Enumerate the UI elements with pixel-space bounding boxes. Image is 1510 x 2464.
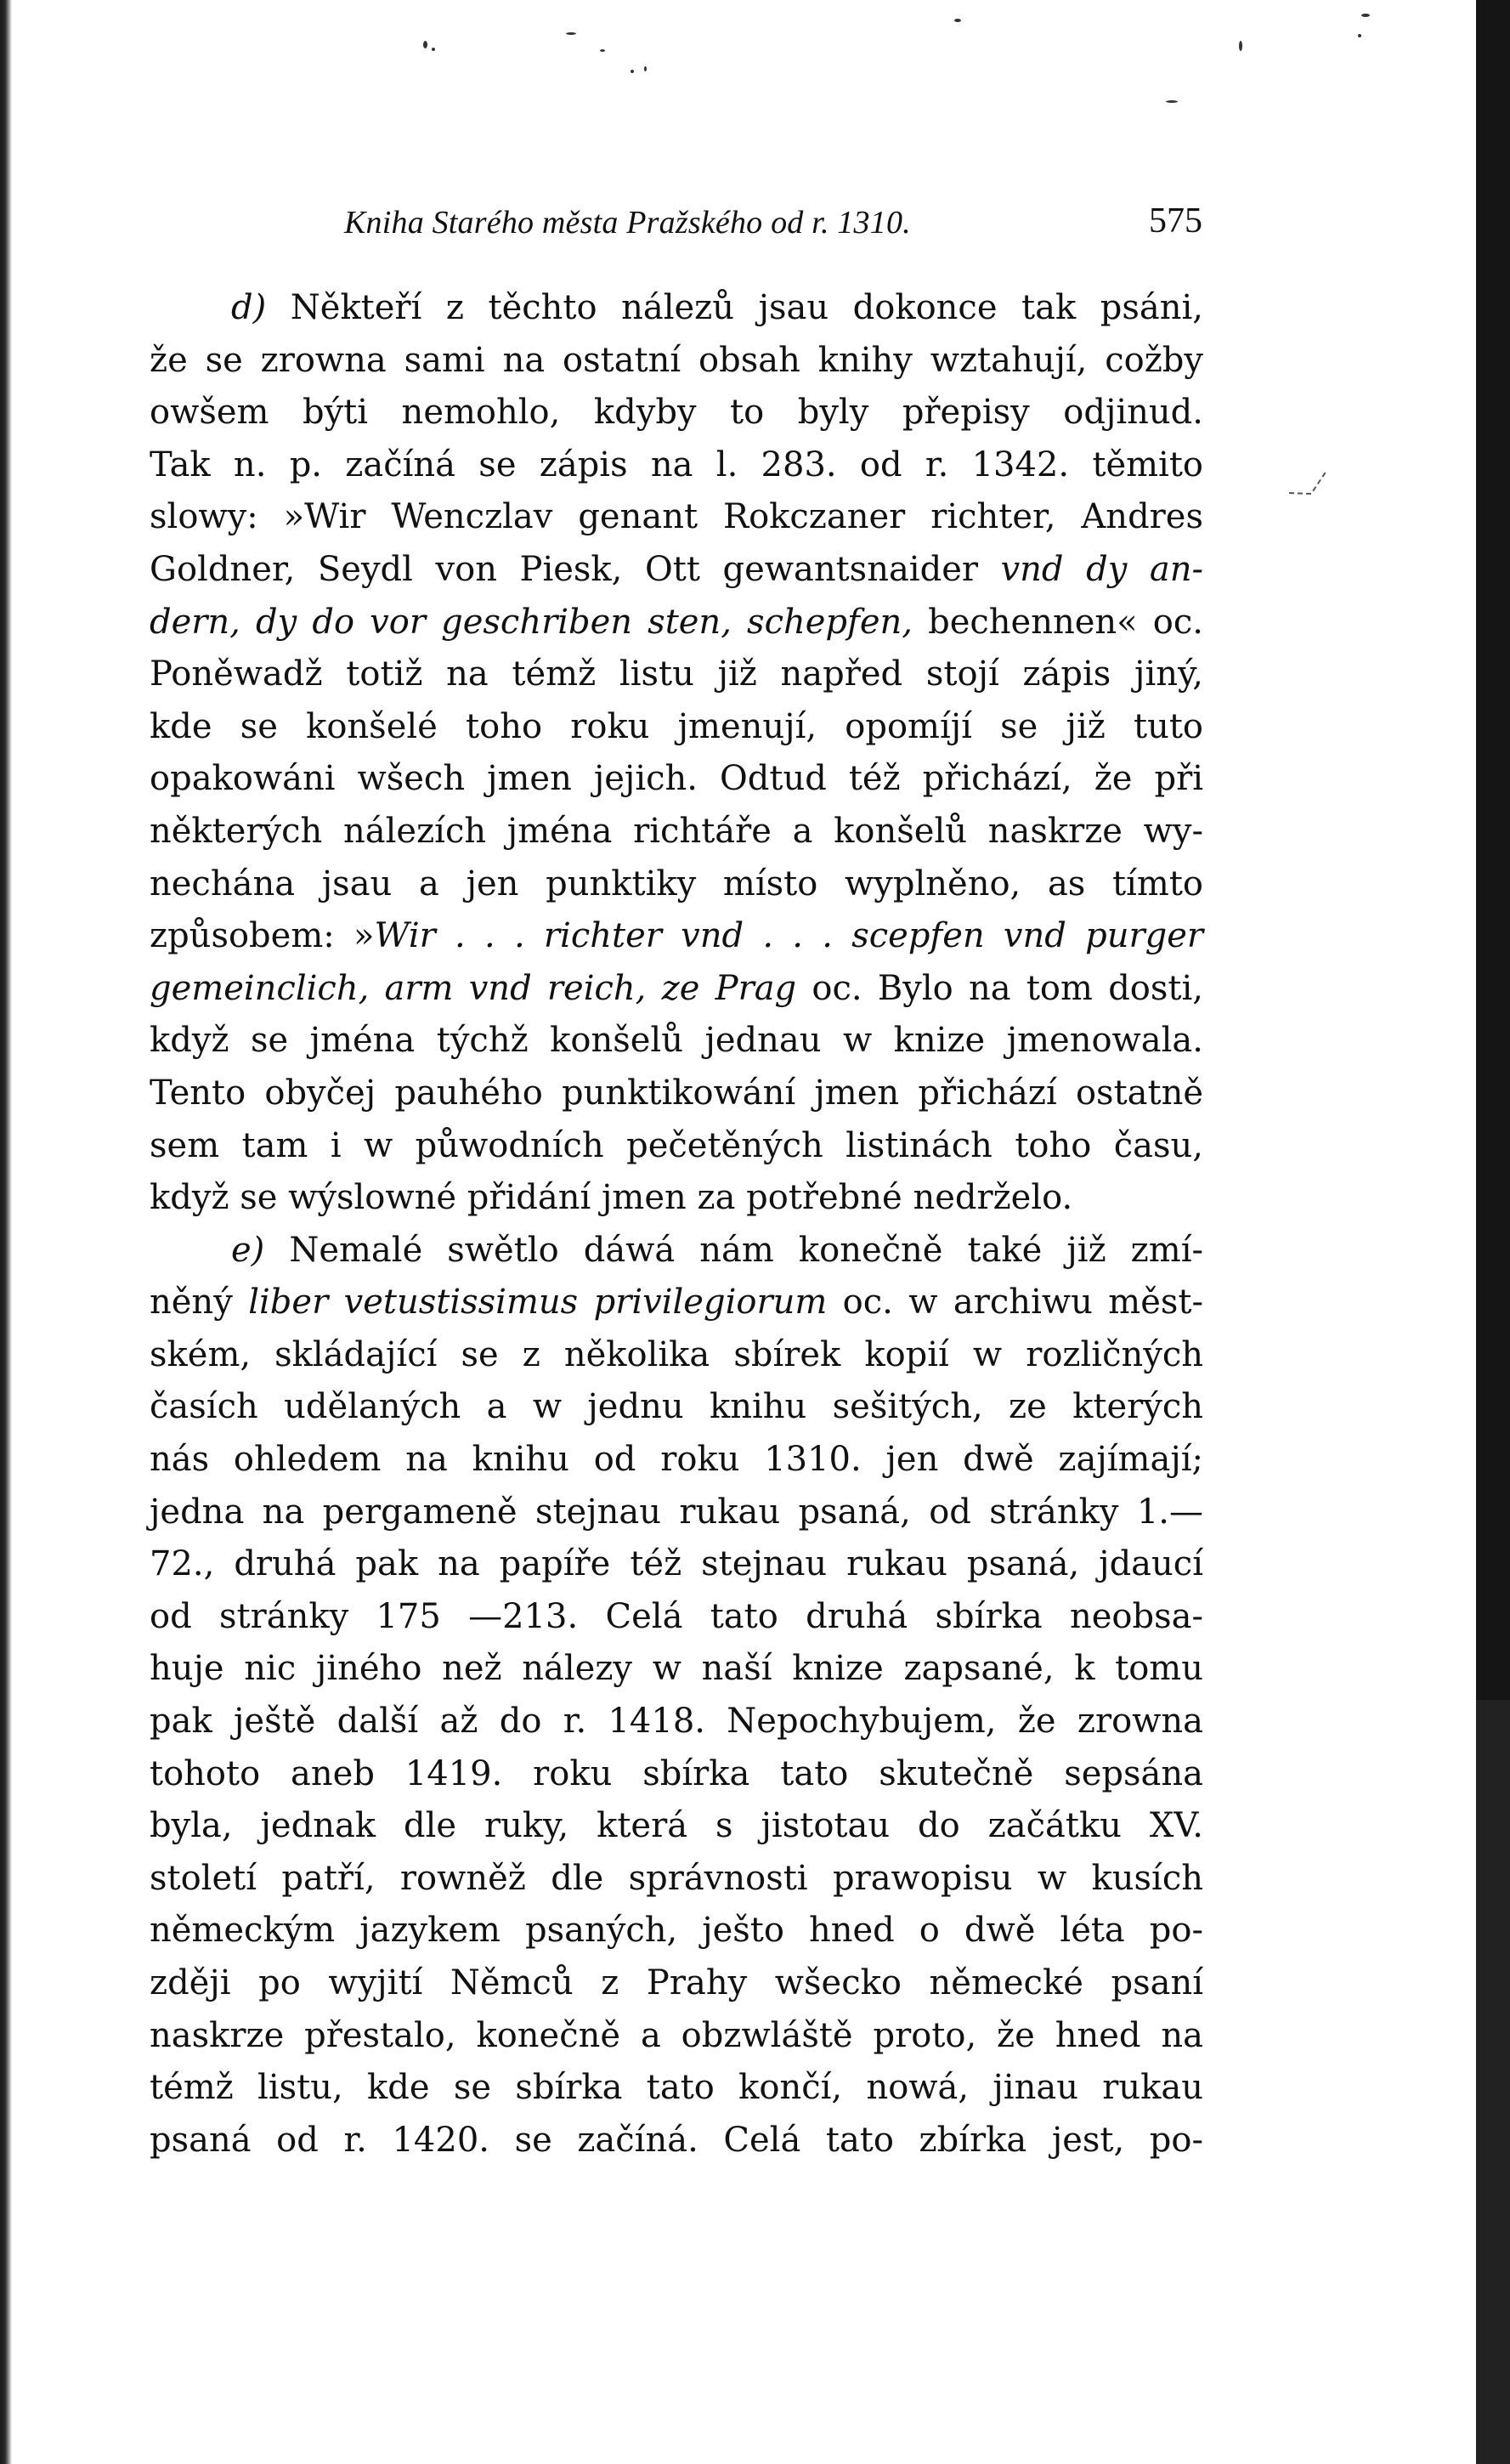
text-span: kde se konšelé toho roku jmenují, opomíjí se již tuto xyxy=(150,706,1203,746)
text-span: Poněwadž totiž na témž listu již napřed stojí zápis jiný, xyxy=(150,654,1203,694)
page-header xyxy=(344,195,1202,255)
text-span: od stránky 175 —213. Celá tato druhá sbírka neobsa- xyxy=(150,1596,1203,1636)
text-span: huje nic jiného než nálezy w naší knize zapsané, k tomu xyxy=(150,1649,1203,1689)
text-line xyxy=(150,1487,1203,1539)
text-span: Goldner, Seydl von Piesk, Ott gewantsnaider xyxy=(150,549,1001,589)
text-line xyxy=(150,1172,1203,1225)
text-span: sem tam i w půwodních pečetěných listinách toho času, xyxy=(150,1125,1203,1165)
italic-span: e) xyxy=(231,1230,290,1270)
text-span: Tento obyčej pauhého punktikowání jmen přichází ostatně xyxy=(150,1073,1203,1113)
text-span: způsobem: » xyxy=(150,916,375,956)
text-span: oc. w archiwu měst- xyxy=(842,1283,1203,1323)
text-span: oc. Bylo na tom dosti, xyxy=(812,968,1203,1008)
text-span: 72., druhá pak na papíře též stejnau rukau psaná, jdaucí xyxy=(150,1544,1203,1584)
text-line xyxy=(150,1277,1203,1329)
text-span: tohoto aneb 1419. roku sbírka tato skutečně sepsána xyxy=(150,1753,1203,1793)
text-line xyxy=(150,1434,1203,1487)
text-line xyxy=(150,963,1203,1016)
text-line xyxy=(150,2010,1203,2063)
italic-span: Wir . . . richter vnd . . . scepfen vnd purger xyxy=(374,916,1204,956)
text-span: naskrze přestalo, konečně a obzwláště proto, že hned na xyxy=(150,2015,1203,2055)
body-text xyxy=(150,282,1203,2167)
text-span: ském, skládající se z několika sbírek kopií w rozličných xyxy=(150,1334,1203,1374)
text-line xyxy=(150,1643,1203,1696)
text-span: nechána jsau a jen punktiky místo wyplněno, as tímto xyxy=(150,864,1203,903)
text-span: století patří, rowněž dle správnosti prawopisu w kusích xyxy=(150,1858,1203,1898)
text-line xyxy=(150,1905,1203,1957)
left-page-edge xyxy=(0,0,12,2464)
text-span: byla, jednak dle ruky, která s jistotau do začátku XV. xyxy=(150,1806,1203,1846)
text-span: psaná od r. 1420. se začíná. Celá tato zbírka jest, po- xyxy=(150,2120,1203,2160)
text-line xyxy=(150,597,1203,649)
right-page-edge-lower xyxy=(1476,1700,1510,2464)
text-span: něný xyxy=(150,1283,249,1323)
text-span: německým jazykem psaných, ješto hned o dwě léta po- xyxy=(150,1911,1203,1951)
text-line xyxy=(150,1225,1203,1277)
text-line xyxy=(150,1853,1203,1906)
italic-span: gemeinclich, arm vnd reich, ze Prag xyxy=(150,968,812,1008)
text-line xyxy=(150,753,1203,806)
text-line xyxy=(150,2115,1203,2167)
text-span: když se jména týchž konšelů jednau w knize jmenowala. xyxy=(150,1021,1203,1061)
text-line xyxy=(150,858,1203,911)
text-span: pak ještě další až do r. 1418. Nepochybujem, že zrowna xyxy=(150,1702,1203,1742)
text-line xyxy=(150,1068,1203,1120)
text-span: bechennen« oc. xyxy=(928,602,1203,642)
text-span: slowy: »Wir Wenczlav genant Rokczaner richter, Andres xyxy=(150,497,1203,537)
text-line xyxy=(150,491,1203,544)
text-span: témž listu, kde se sbírka tato končí, nowá, jinau rukau xyxy=(150,2068,1203,2108)
text-span: opakowáni wšech jmen jejich. Odtud též přichází, že při xyxy=(150,759,1203,799)
text-line xyxy=(150,1748,1203,1801)
text-span: Někteří z těchto nálezů jsau dokonce tak psáni, xyxy=(290,288,1203,327)
text-line xyxy=(150,439,1203,492)
scan-specks xyxy=(0,0,1510,136)
text-line xyxy=(150,1015,1203,1068)
text-span: nás ohledem na knihu od roku 1310. jen dwě zajímají; xyxy=(150,1440,1203,1480)
page-number: 575 xyxy=(1149,201,1202,241)
text-span: některých nálezích jména richtáře a konšelů naskrze wy- xyxy=(150,811,1203,851)
text-span: Nemalé swětlo dáwá nám konečně také již zmí- xyxy=(289,1230,1203,1270)
text-line xyxy=(150,335,1203,388)
text-line xyxy=(150,1381,1203,1434)
text-span: když se wýslowné přidání jmen za potřebné nedrželo. xyxy=(150,1178,1073,1218)
text-line xyxy=(150,1120,1203,1173)
italic-span: dern, dy do vor geschriben sten, schepfen, xyxy=(150,602,929,642)
text-span: owšem býti nemohlo, kdyby to byly přepisy odjinud. xyxy=(150,393,1203,433)
text-line xyxy=(150,1591,1203,1644)
text-line xyxy=(150,2062,1203,2115)
italic-span: liber vetustissimus privilegiorum xyxy=(248,1283,843,1323)
text-line xyxy=(150,1957,1203,2010)
text-line xyxy=(150,649,1203,701)
running-title: Kniha Starého města Pražského od r. 1310. xyxy=(344,205,911,241)
text-line xyxy=(150,701,1203,754)
text-line xyxy=(150,387,1203,439)
text-line xyxy=(150,1696,1203,1748)
margin-pencil-mark xyxy=(1287,466,1330,500)
text-line xyxy=(150,544,1203,597)
text-line xyxy=(150,1800,1203,1853)
italic-span: vnd dy an- xyxy=(1000,549,1203,589)
text-line xyxy=(150,910,1203,963)
text-line xyxy=(150,1538,1203,1591)
text-line xyxy=(150,1329,1203,1382)
text-span: že se zrowna sami na ostatní obsah knihy wztahují, cožby xyxy=(150,340,1203,380)
text-span: zději po wyjití Němců z Prahy wšecko německé psaní xyxy=(150,1963,1203,2002)
text-line xyxy=(150,806,1203,858)
text-span: jedna na pergameně stejnau rukau psaná, od stránky 1.— xyxy=(150,1492,1203,1532)
text-line xyxy=(150,282,1203,335)
text-span: Tak n. p. začíná se zápis na l. 283. od r. 1342. těmito xyxy=(150,445,1203,484)
text-span: časích udělaných a w jednu knihu sešitých, ze kterých xyxy=(150,1387,1203,1427)
italic-span: d) xyxy=(231,288,291,327)
